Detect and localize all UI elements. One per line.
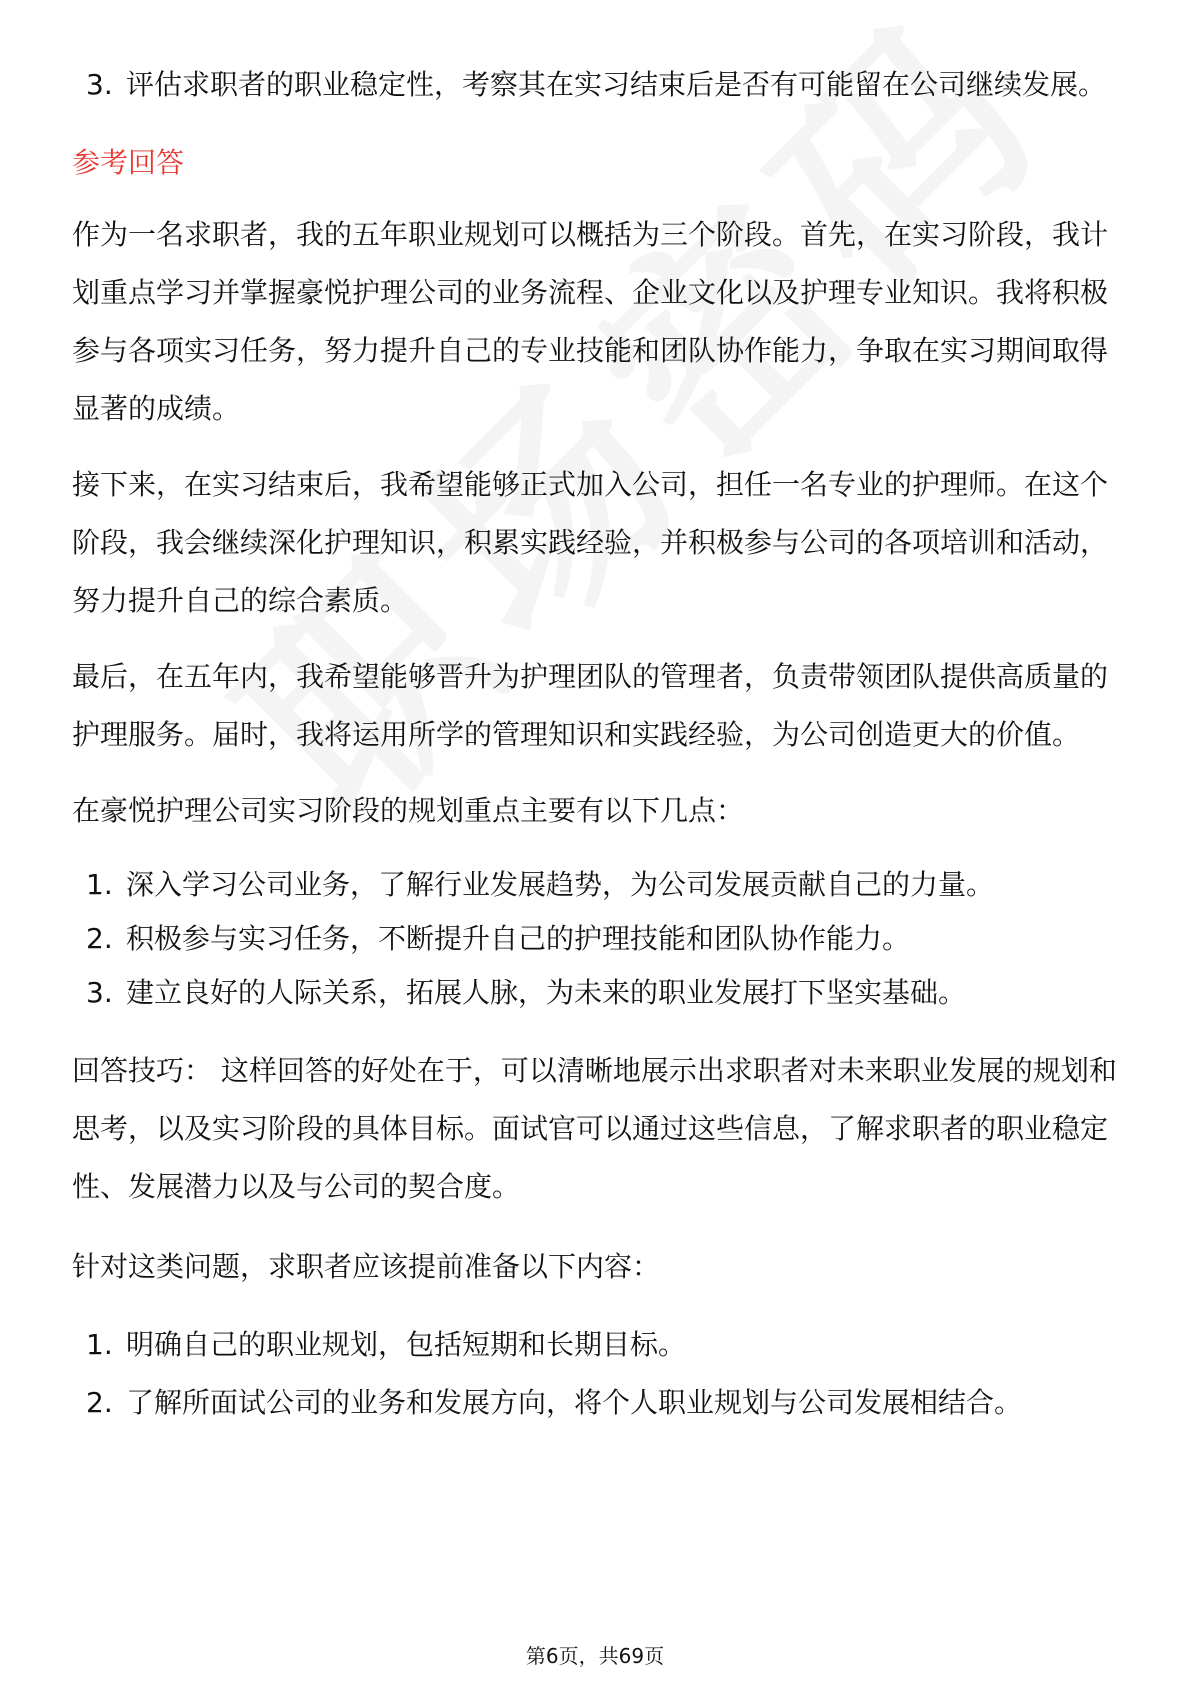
list-item-text: 明确自己的职业规划，包括短期和长期目标。 — [126, 1328, 687, 1361]
section-heading: 参考回答 — [72, 146, 185, 179]
list-item-text: 积极参与实习任务，不断提升自己的护理技能和团队协作能力。 — [126, 922, 911, 955]
prep-intro: 针对这类问题，求职者应该提前准备以下内容： — [72, 1250, 661, 1283]
list-item-number: 2. — [86, 922, 113, 955]
list-item-text: 评估求职者的职业稳定性，考察其在实习结束后是否有可能留在公司继续发展。 — [126, 68, 1107, 101]
answer-paragraph-1: 作为一名求职者，我的五年职业规划可以概括为三个阶段。首先，在实习阶段，我计划重点学习并掌握豪悦护理公司的业务流程、企业文化以及护理专业知识。我将积极参与各项实习任务，努力提升自己的专业技能和团队协作能力，争取在实习期间取得显著的成绩。 — [72, 218, 1109, 425]
page-footer: 第6页，共69页 — [525, 1644, 665, 1668]
list-item-number: 2. — [86, 1386, 113, 1419]
list-item-number: 1. — [86, 868, 113, 901]
list-item-number: 3. — [86, 68, 113, 101]
plan-list — [72, 858, 1122, 1020]
answer-paragraph-3: 最后，在五年内，我希望能够晋升为护理团队的管理者，负责带领团队提供高质量的护理服务。届时，我将运用所学的管理知识和实践经验，为公司创造更大的价值。 — [72, 660, 1109, 751]
answer-paragraph-4: 在豪悦护理公司实习阶段的规划重点主要有以下几点： — [72, 794, 745, 827]
list-item-text: 建立良好的人际关系，拓展人脉，为未来的职业发展打下坚实基础。 — [126, 976, 967, 1009]
list-item — [72, 1316, 1122, 1374]
list-item — [72, 858, 1122, 912]
answer-paragraph-2: 接下来，在实习结束后，我希望能够正式加入公司，担任一名专业的护理师。在这个阶段，我会继续深化护理知识，积累实践经验，并积极参与公司的各项培训和活动，努力提升自己的综合素质。 — [72, 468, 1109, 617]
list-item — [72, 56, 1122, 114]
list-item-number: 1. — [86, 1328, 113, 1361]
document-page — [72, 66, 1122, 1432]
list-item-text: 深入学习公司业务，了解行业发展趋势，为公司发展贡献自己的力量。 — [126, 868, 995, 901]
list-item — [72, 912, 1122, 966]
prep-list — [72, 1316, 1122, 1432]
list-item-text: 了解所面试公司的业务和发展方向，将个人职业规划与公司发展相结合。 — [126, 1386, 1023, 1419]
list-item — [72, 966, 1122, 1020]
list-item-number: 3. — [86, 976, 113, 1009]
top-list — [72, 56, 1122, 114]
list-item — [72, 1374, 1122, 1432]
tips-paragraph: 回答技巧： 这样回答的好处在于，可以清晰地展示出求职者对未来职业发展的规划和思考，以及实习阶段的具体目标。面试官可以通过这些信息，了解求职者的职业稳定性、发展潜力以及与公司的契合度。 — [72, 1054, 1117, 1203]
